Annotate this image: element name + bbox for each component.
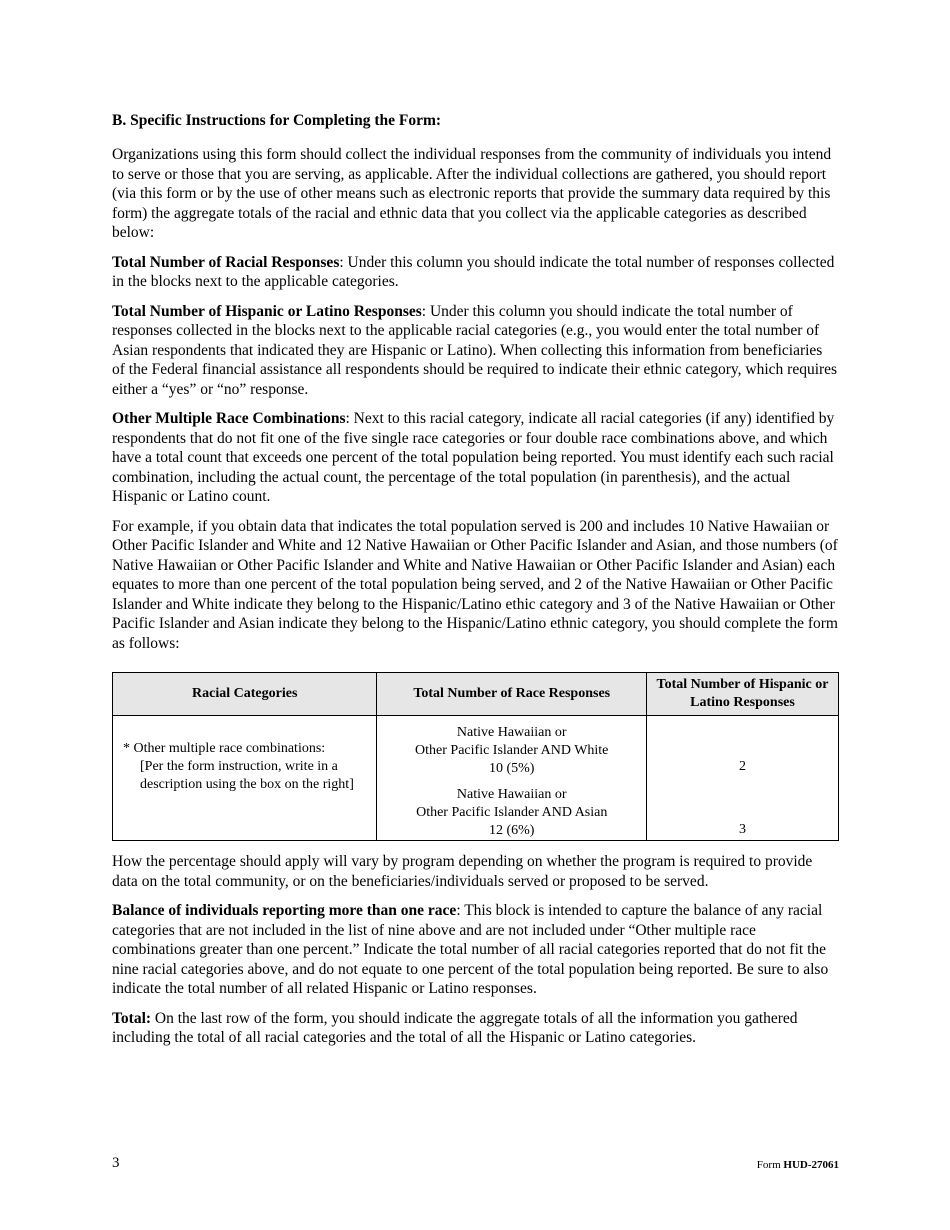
header-racial-categories: Racial Categories <box>113 673 377 716</box>
combo-block <box>381 786 642 840</box>
header-hispanic-responses: Total Number of Hispanic or Latino Responses <box>646 673 838 716</box>
combo-line: Other Pacific Islander AND Asian <box>416 805 608 820</box>
form-prefix: Form <box>756 1159 784 1171</box>
example-table <box>112 672 839 841</box>
example-paragraph: For example, if you obtain data that indicates the total population served is 200 and includes 10 Native Hawaiian or Other Pacific Islander and White and 12 Native Hawaiian or Other Pacific Islander and Asian, and those numbers (of Native Hawaiian or Other Pacific Islander and White and Native Hawaiian or Other Pacific Islander and Asian) each equates to more than one percent of the total population being served, and 2 of the Native Hawaiian or Other Pacific Islander and White indicate they belong to the Hispanic/Latino ethic category and 3 of the Native Hawaiian or Other Pacific Islander and Asian indicate they belong to the Hispanic/Latino ethnic category, you should complete the form as follows: <box>112 517 838 652</box>
combo-cell <box>377 716 647 841</box>
hispanic-responses-term: Total Number of Hispanic or Latino Responses <box>112 302 422 320</box>
balance-paragraph <box>112 901 839 999</box>
other-combinations-text: : Next to this racial category, indicate all racial categories (if any) identified by respondents that do not fit one of the five single race categories or four double race combinations above, and which have a total count that exceeds one percent of the total population being reported. You must identify each such racial combination, including the actual count, the percentage of the total population (in parenthesis), and the actual Hispanic or Latino count. <box>112 410 835 505</box>
combo-block <box>381 724 642 778</box>
hispanic-cell <box>646 716 838 841</box>
balance-term: Balance of individuals reporting more than one race <box>112 902 457 919</box>
total-term: Total: <box>112 1009 152 1027</box>
row-label-first: * Other multiple race combinations: <box>123 741 326 756</box>
total-text: On the last row of the form, you should indicate the aggregate totals of all the information you gathered including the total of all racial categories and the total of all the Hispanic or Latino categories. <box>112 1009 798 1046</box>
combo-line: Other Pacific Islander AND White <box>415 743 609 758</box>
row-label-cell <box>113 716 377 841</box>
combo-line: Native Hawaiian or <box>456 787 567 802</box>
form-id: HUD-27061 <box>783 1159 839 1171</box>
section-heading: B. Specific Instructions for Completing the Form: <box>112 112 442 129</box>
hispanic-count: 2 <box>738 759 746 774</box>
row-label-instruction: [Per the form instruction, write in a description using the box on the right] <box>140 759 354 792</box>
combo-count: 10 (5%) <box>488 761 535 776</box>
table-row <box>113 716 839 841</box>
hispanic-responses-paragraph <box>112 302 839 400</box>
page-number: 3 <box>112 1155 120 1171</box>
other-combinations-term: Other Multiple Race Combinations <box>112 410 346 427</box>
percentage-note-paragraph: How the percentage should apply will vary by program depending on whether the program is required to provide data on the total community, or on the beneficiaries/individuals served or proposed to be served. <box>112 853 813 890</box>
total-paragraph <box>112 1009 839 1048</box>
racial-responses-text: : Under this column you should indicate the total number of responses collected in the blocks next to the applicable categories. <box>112 253 835 290</box>
balance-text: : This block is intended to capture the balance of any racial categories that are not included in the list of nine above and are not included under “Other multiple race combinations greater than one percent.” Indicate the total number of all racial categories reported that do not fit the nine racial categories above, and do not equate to one percent of the total population being reported. Be sure to also indicate the total number of all related Hispanic or Latino responses. <box>112 902 829 997</box>
form-identifier <box>757 1159 839 1171</box>
header-race-responses: Total Number of Race Responses <box>377 673 647 716</box>
instructions-page <box>112 111 839 1058</box>
other-combinations-paragraph <box>112 409 839 507</box>
combo-count: 12 (6%) <box>488 823 535 838</box>
hispanic-responses-text: : Under this column you should indicate the total number of responses collected in the blocks next to the applicable racial categories (e.g., you would enter the total number of Asian respondents that indicated they are Hispanic or Latino). When collecting this information from beneficiaries of the Federal financial assistance all respondents should be required to indicate their ethnic category, which requires either a “yes” or “no” response. <box>112 302 838 398</box>
racial-responses-term: Total Number of Racial Responses <box>112 253 340 271</box>
intro-paragraph: Organizations using this form should collect the individual responses from the community of individuals you intend to serve or those that you are serving, as applicable. After the individual collections are gathered, you should report (via this form or by the use of other means such as electronic reports that provide the summary data required by this form) the aggregate totals of the racial and ethnic data that you collect via the applicable categories as described below: <box>112 146 832 241</box>
hispanic-count: 3 <box>738 822 746 837</box>
racial-responses-paragraph <box>112 253 839 292</box>
combo-line: Native Hawaiian or <box>456 725 567 740</box>
